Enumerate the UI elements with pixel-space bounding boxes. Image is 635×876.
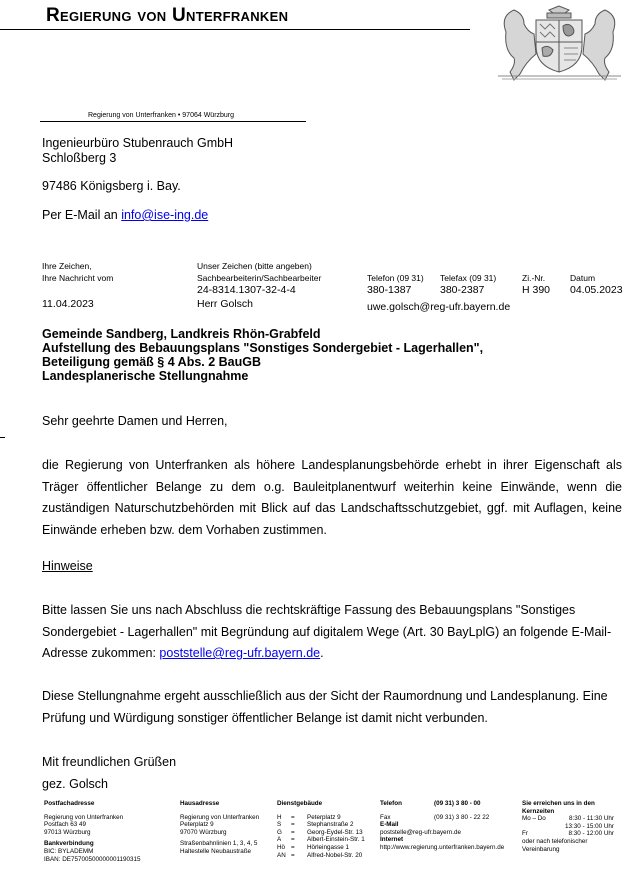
dienst-separator: =: [291, 836, 295, 844]
zimmer-label: Zi.-Nr.: [522, 273, 546, 283]
footer-hausadresse: [180, 800, 259, 856]
hours-fr-label: Fr: [522, 830, 528, 838]
dienst-separator: =: [291, 843, 295, 851]
ihre-nachricht-date: 11.04.2023: [42, 298, 94, 310]
hours-mo-pm: 13:30 - 15:00 Uhr: [564, 822, 614, 830]
dienst-code: H: [277, 813, 282, 821]
subject-line-1: Gemeinde Sandberg, Landkreis Rhön-Grabfeld: [42, 327, 321, 341]
footer-postfach-line: Regierung von Unterfranken: [44, 813, 124, 821]
paragraph-2-text: Bitte lassen Sie uns nach Abschluss die rechtskräftige Fassung des Bebauungsplans "Sonstiges Sondergebiet - Lagerhallen" mit Begründung auf digitalem Wege (Art. 30 BayLplG) an folgende E-Mail-Adresse zukommen:: [42, 603, 612, 660]
subject-line-2: Aufstellung des Bebauungsplans "Sonstiges Sondergebiet - Lagerhallen",: [42, 341, 484, 355]
dienst-code: G: [277, 828, 282, 836]
recipient-email-link[interactable]: info@ise-ing.de: [121, 208, 209, 222]
bavarian-coat-of-arms-icon: [492, 2, 627, 82]
footer-internet-value[interactable]: http://www.regierung.unterfranken.bayern.de: [380, 843, 505, 851]
footer-haus-line: Regierung von Unterfranken: [180, 813, 260, 821]
sachbearbeiter-label: Sachbearbeiterin/Sachbearbeiter: [197, 273, 322, 283]
dienst-code: S: [277, 821, 282, 829]
zimmer-value: H 390: [522, 284, 551, 296]
recipient-company: Ingenieurbüro Stubenrauch GmbH: [42, 136, 234, 150]
footer-email-value[interactable]: poststelle@reg-ufr.bayern.de: [380, 828, 461, 836]
footer-fax-number: (09 31) 3 80 - 22 22: [434, 813, 490, 821]
sachbearbeiter-value: Herr Golsch: [197, 298, 254, 310]
footer-bank-heading: Bankverbindung: [44, 840, 94, 848]
footer-fax-label: Fax: [380, 813, 391, 821]
dienst-address: Georg-Eydel-Str. 13: [307, 828, 363, 836]
ihre-zeichen-label: Ihre Zeichen,: [42, 261, 92, 271]
footer-tram-line: Straßenbahnlinien 1, 3, 4, 5: [180, 840, 258, 848]
dienst-separator: =: [291, 821, 295, 829]
hours-note-1: oder nach telefonischer: [522, 837, 588, 845]
footer-postfach: [44, 800, 141, 863]
letterhead-rule: [0, 29, 470, 30]
subject-line-4: Landesplanerische Stellungnahme: [42, 369, 249, 383]
dienst-address: Alfred-Nobel-Str. 20: [307, 851, 363, 859]
letterhead-title: Regierung von Unterfranken: [46, 5, 289, 26]
sachbearbeiter-email: uwe.golsch@reg-ufr.bayern.de: [367, 301, 511, 313]
return-address: Regierung von Unterfranken • 97064 Würzburg: [88, 112, 235, 119]
poststelle-email-link[interactable]: poststelle@reg-ufr.bayern.de: [159, 646, 321, 660]
footer-bank-line: BIC: BYLADEMM: [44, 847, 94, 855]
dienst-address: Stephanstraße 2: [307, 821, 354, 829]
email-prefix: Per E-Mail an: [42, 208, 122, 222]
hours-fr-am: 8:30 - 12:00 Uhr: [568, 830, 614, 838]
return-address-rule: [40, 121, 306, 122]
footer-hours-heading: Sie erreichen uns in den Kernzeiten: [522, 800, 595, 815]
paragraph-2-end: .: [320, 646, 324, 660]
footer-tel-number: (09 31) 3 80 - 00: [434, 800, 481, 807]
recipient-city: 97486 Königsberg i. Bay.: [42, 179, 181, 193]
footer-bank-line: IBAN: DE75700500000001190315: [44, 855, 141, 863]
footer-haus-line: 97070 Würzburg: [180, 828, 227, 836]
dienst-address: Peterplatz 9: [307, 813, 341, 821]
footer-dienstgebaeude: [277, 800, 365, 859]
datum-value: 04.05.2023: [570, 284, 623, 296]
subject-line-3: Beteiligung gemäß § 4 Abs. 2 BauGB: [42, 355, 262, 369]
footer-tram-stop: Haltestelle Neubaustraße: [180, 847, 252, 855]
hours-note-2: Vereinbarung: [522, 845, 560, 853]
footer-postfach-line: 97013 Würzburg: [44, 828, 91, 836]
telefax-value: 380-2387: [440, 284, 485, 296]
hours-mo-label: Mo – Do: [522, 815, 546, 823]
footer-haus-line: Peterplatz 9: [180, 821, 214, 829]
footer-kontakt: [380, 800, 504, 852]
signature: gez. Golsch: [42, 777, 109, 791]
telefax-label: Telefax (09 31): [440, 273, 497, 283]
dienst-separator: =: [291, 851, 295, 859]
telefon-label: Telefon (09 31): [367, 273, 424, 283]
dienst-code: Hö: [277, 843, 286, 851]
datum-label: Datum: [570, 273, 596, 283]
dienst-separator: =: [291, 828, 295, 836]
recipient-email-line: [42, 208, 208, 223]
recipient-street: Schloßberg 3: [42, 151, 117, 165]
footer-internet-label: Internet: [380, 836, 404, 844]
paragraph-3: Diese Stellungnahme ergeht ausschließlich aus der Sicht der Raumordnung und Landesplanung. Eine Prüfung und Würdigung sonstiger öffentlicher Belange ist damit nicht verbunden.: [42, 689, 608, 725]
footer-haus-heading: Hausadresse: [180, 800, 220, 807]
footer-tel-heading: Telefon: [380, 800, 402, 807]
hinweise-heading: Hinweise: [42, 559, 93, 573]
paragraph-2: [42, 600, 622, 665]
footer-postfach-line: Postfach 63 49: [44, 821, 87, 829]
telefon-value: 380-1387: [367, 284, 412, 296]
unser-zeichen-value: 24-8314.1307-32-4-4: [197, 284, 296, 296]
dienst-code: AN: [277, 851, 286, 859]
closing: Mit freundlichen Grüßen: [42, 755, 177, 769]
fold-mark: [0, 437, 5, 438]
salutation: Sehr geehrte Damen und Herren,: [42, 414, 228, 428]
footer-kernzeiten: [522, 800, 614, 853]
ihre-nachricht-label: Ihre Nachricht vom: [42, 273, 114, 283]
unser-zeichen-label: Unser Zeichen (bitte angeben): [197, 261, 312, 271]
dienst-code: A: [277, 836, 282, 844]
footer-postfach-heading: Postfachadresse: [44, 800, 95, 807]
paragraph-1: die Regierung von Unterfranken als höhere Landesplanungsbehörde erhebt in ihrer Eigenschaft als Träger öffentlicher Belange zu dem o.g. Bauleitplanentwurf weiterhin keine Einwände, wenn die zuständigen Naturschutzbehörden mit Blick auf das Landschaftsschutzgebiet, ggf. mit Auflagen, keine Einwände erheben bzw. dem Vorhaben zustimmen.: [42, 458, 622, 537]
dienst-address: Albert-Einstein-Str. 1: [307, 836, 365, 844]
hours-mo-am: 8:30 - 11:30 Uhr: [568, 815, 614, 823]
dienst-separator: =: [291, 813, 295, 821]
footer-email-label: E-Mail: [380, 821, 399, 829]
dienst-address: Hörleingasse 1: [307, 843, 350, 851]
footer-dienst-heading: Dienstgebäude: [277, 800, 323, 807]
